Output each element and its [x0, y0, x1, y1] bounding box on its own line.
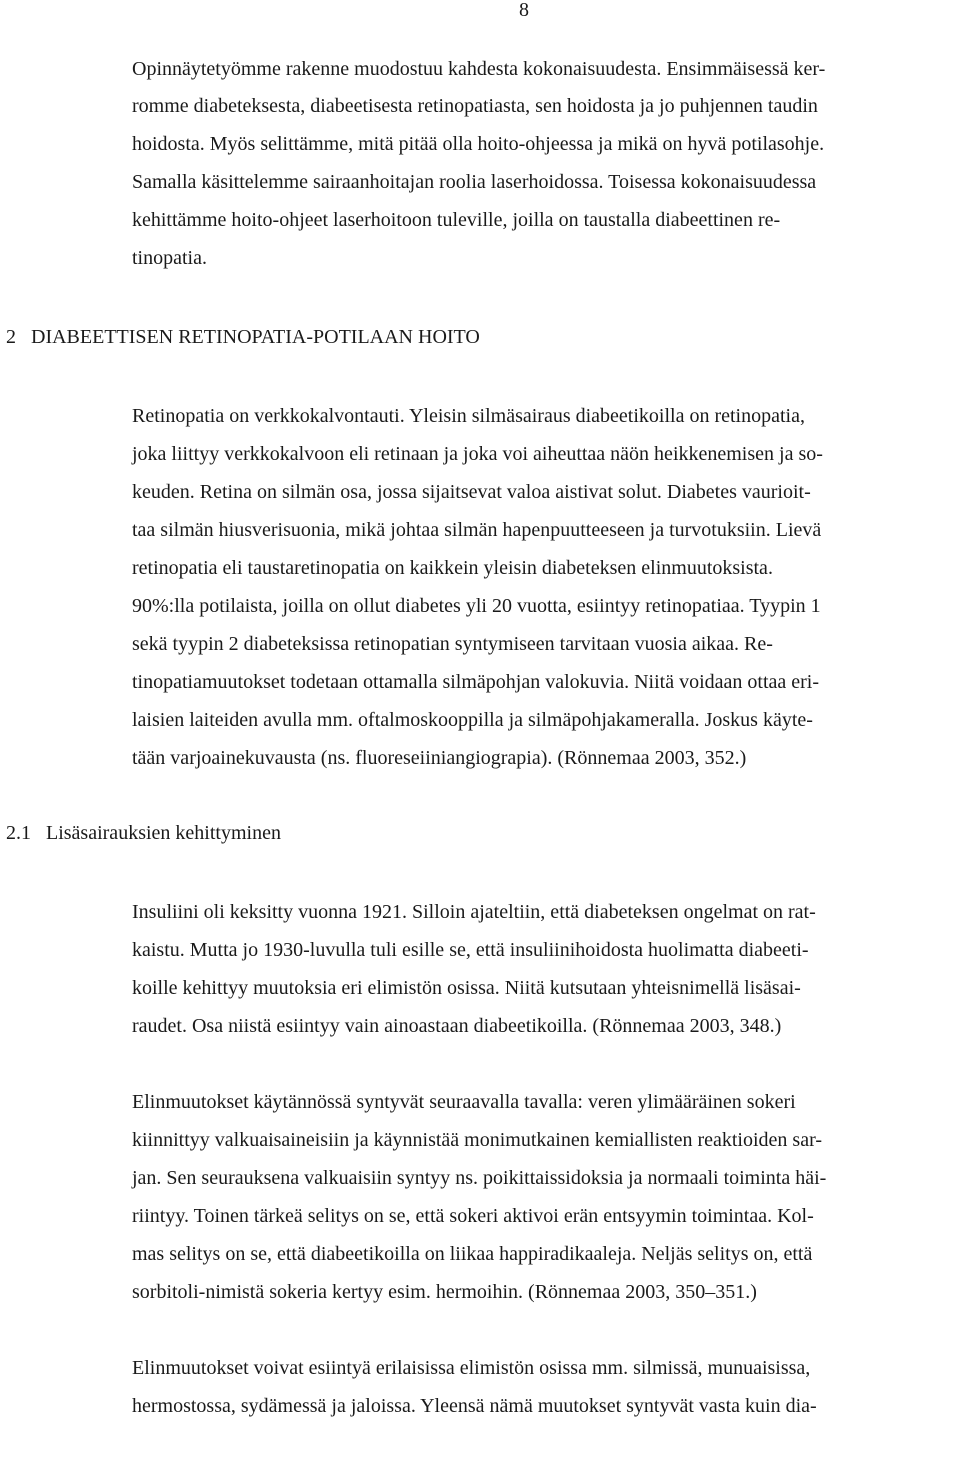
- text-line: Opinnäytetyömme rakenne muodostuu kahdesta kokonaisuudesta. Ensimmäisessä ker-: [132, 58, 826, 80]
- text-line: romme diabeteksesta, diabeetisesta retinopatiasta, sen hoidosta ja jo puhjennen taudin: [132, 95, 818, 117]
- text-line: 90%:lla potilaista, joilla on ollut diabetes yli 20 vuotta, esiintyy retinopatiaa. Tyypin 1: [132, 595, 821, 617]
- text-line: sekä tyypin 2 diabeteksissa retinopatian syntymiseen tarvitaan vuosia aikaa. Re-: [132, 633, 773, 655]
- section-title: DIABEETTISEN RETINOPATIA-POTILAAN HOITO: [31, 326, 480, 348]
- text-line: kehittämme hoito-ohjeet laserhoitoon tuleville, joilla on taustalla diabeettinen re-: [132, 209, 781, 231]
- text-line: Elinmuutokset voivat esiintyä erilaisissa elimistön osissa mm. silmissä, munuaisissa,: [132, 1357, 811, 1379]
- text-line: hermostossa, sydämessä ja jaloissa. Yleensä nämä muutokset syntyvät vasta kuin dia-: [132, 1395, 817, 1417]
- text-line: sorbitoli-nimistä sokeria kertyy esim. hermoihin. (Rönnemaa 2003, 350–351.): [132, 1281, 757, 1303]
- section-number: 2.1: [6, 822, 31, 844]
- text-line: mas selitys on se, että diabeetikoilla on liikaa happiradikaaleja. Neljäs selitys on, että: [132, 1243, 813, 1265]
- text-line: tään varjoainekuvausta (ns. fluoreseiiniangiograpia). (Rönnemaa 2003, 352.): [132, 747, 747, 769]
- text-line: riintyy. Toinen tärkeä selitys on se, että sokeri aktivoi erän entsyymin toimintaa. Kol-: [132, 1205, 814, 1227]
- text-line: laisien laiteiden avulla mm. oftalmoskooppilla ja silmäpohjakameralla. Joskus käyte-: [132, 709, 813, 731]
- text-line: joka liittyy verkkokalvoon eli retinaan ja joka voi aiheuttaa näön heikkenemisen ja so-: [132, 443, 823, 465]
- page-number: 8: [519, 0, 529, 21]
- text-line: tinopatia.: [132, 247, 207, 269]
- text-line: jan. Sen seurauksena valkuaisiin syntyy ns. poikittaissidoksia ja normaali toiminta häi-: [132, 1167, 827, 1189]
- section-2-heading: [6, 325, 480, 349]
- section-number: 2: [6, 326, 16, 348]
- text-line: raudet. Osa niistä esiintyy vain ainoastaan diabeetikoilla. (Rönnemaa 2003, 348.): [132, 1015, 782, 1037]
- text-line: taa silmän hiusverisuonia, mikä johtaa silmän hapenpuutteeseen ja turvotuksiin. Lievä: [132, 519, 822, 541]
- text-line: kaistu. Mutta jo 1930-luvulla tuli esille se, että insuliinihoidosta huolimatta diabeeti-: [132, 939, 809, 961]
- text-line: retinopatia eli taustaretinopatia on kaikkein yleisin diabeteksen elinmuutoksista.: [132, 557, 773, 579]
- text-line: koille kehittyy muutoksia eri elimistön osissa. Niitä kutsutaan yhteisnimellä lisäsai-: [132, 977, 801, 999]
- text-line: Retinopatia on verkkokalvontauti. Yleisin silmäsairaus diabeetikoilla on retinopatia,: [132, 405, 805, 427]
- text-line: Insuliini oli keksitty vuonna 1921. Silloin ajateltiin, että diabeteksen ongelmat on rat-: [132, 901, 816, 923]
- text-line: hoidosta. Myös selittämme, mitä pitää olla hoito-ohjeessa ja mikä on hyvä potilasohje.: [132, 133, 825, 155]
- text-line: keuden. Retina on silmän osa, jossa sijaitsevat valoa aistivat solut. Diabetes vaurioit-: [132, 481, 811, 503]
- section-title: Lisäsairauksien kehittyminen: [46, 822, 281, 844]
- text-line: kiinnittyy valkuaisaineisiin ja käynnistää monimutkainen kemiallisten reaktioiden sar-: [132, 1129, 822, 1151]
- section-2-1-heading: [6, 821, 281, 845]
- text-line: Samalla käsittelemme sairaanhoitajan roolia laserhoidossa. Toisessa kokonaisuudessa: [132, 171, 817, 193]
- text-line: Elinmuutokset käytännössä syntyvät seuraavalla tavalla: veren ylimääräinen sokeri: [132, 1091, 796, 1113]
- text-line: tinopatiamuutokset todetaan ottamalla silmäpohjan valokuvia. Niitä voidaan ottaa eri-: [132, 671, 820, 693]
